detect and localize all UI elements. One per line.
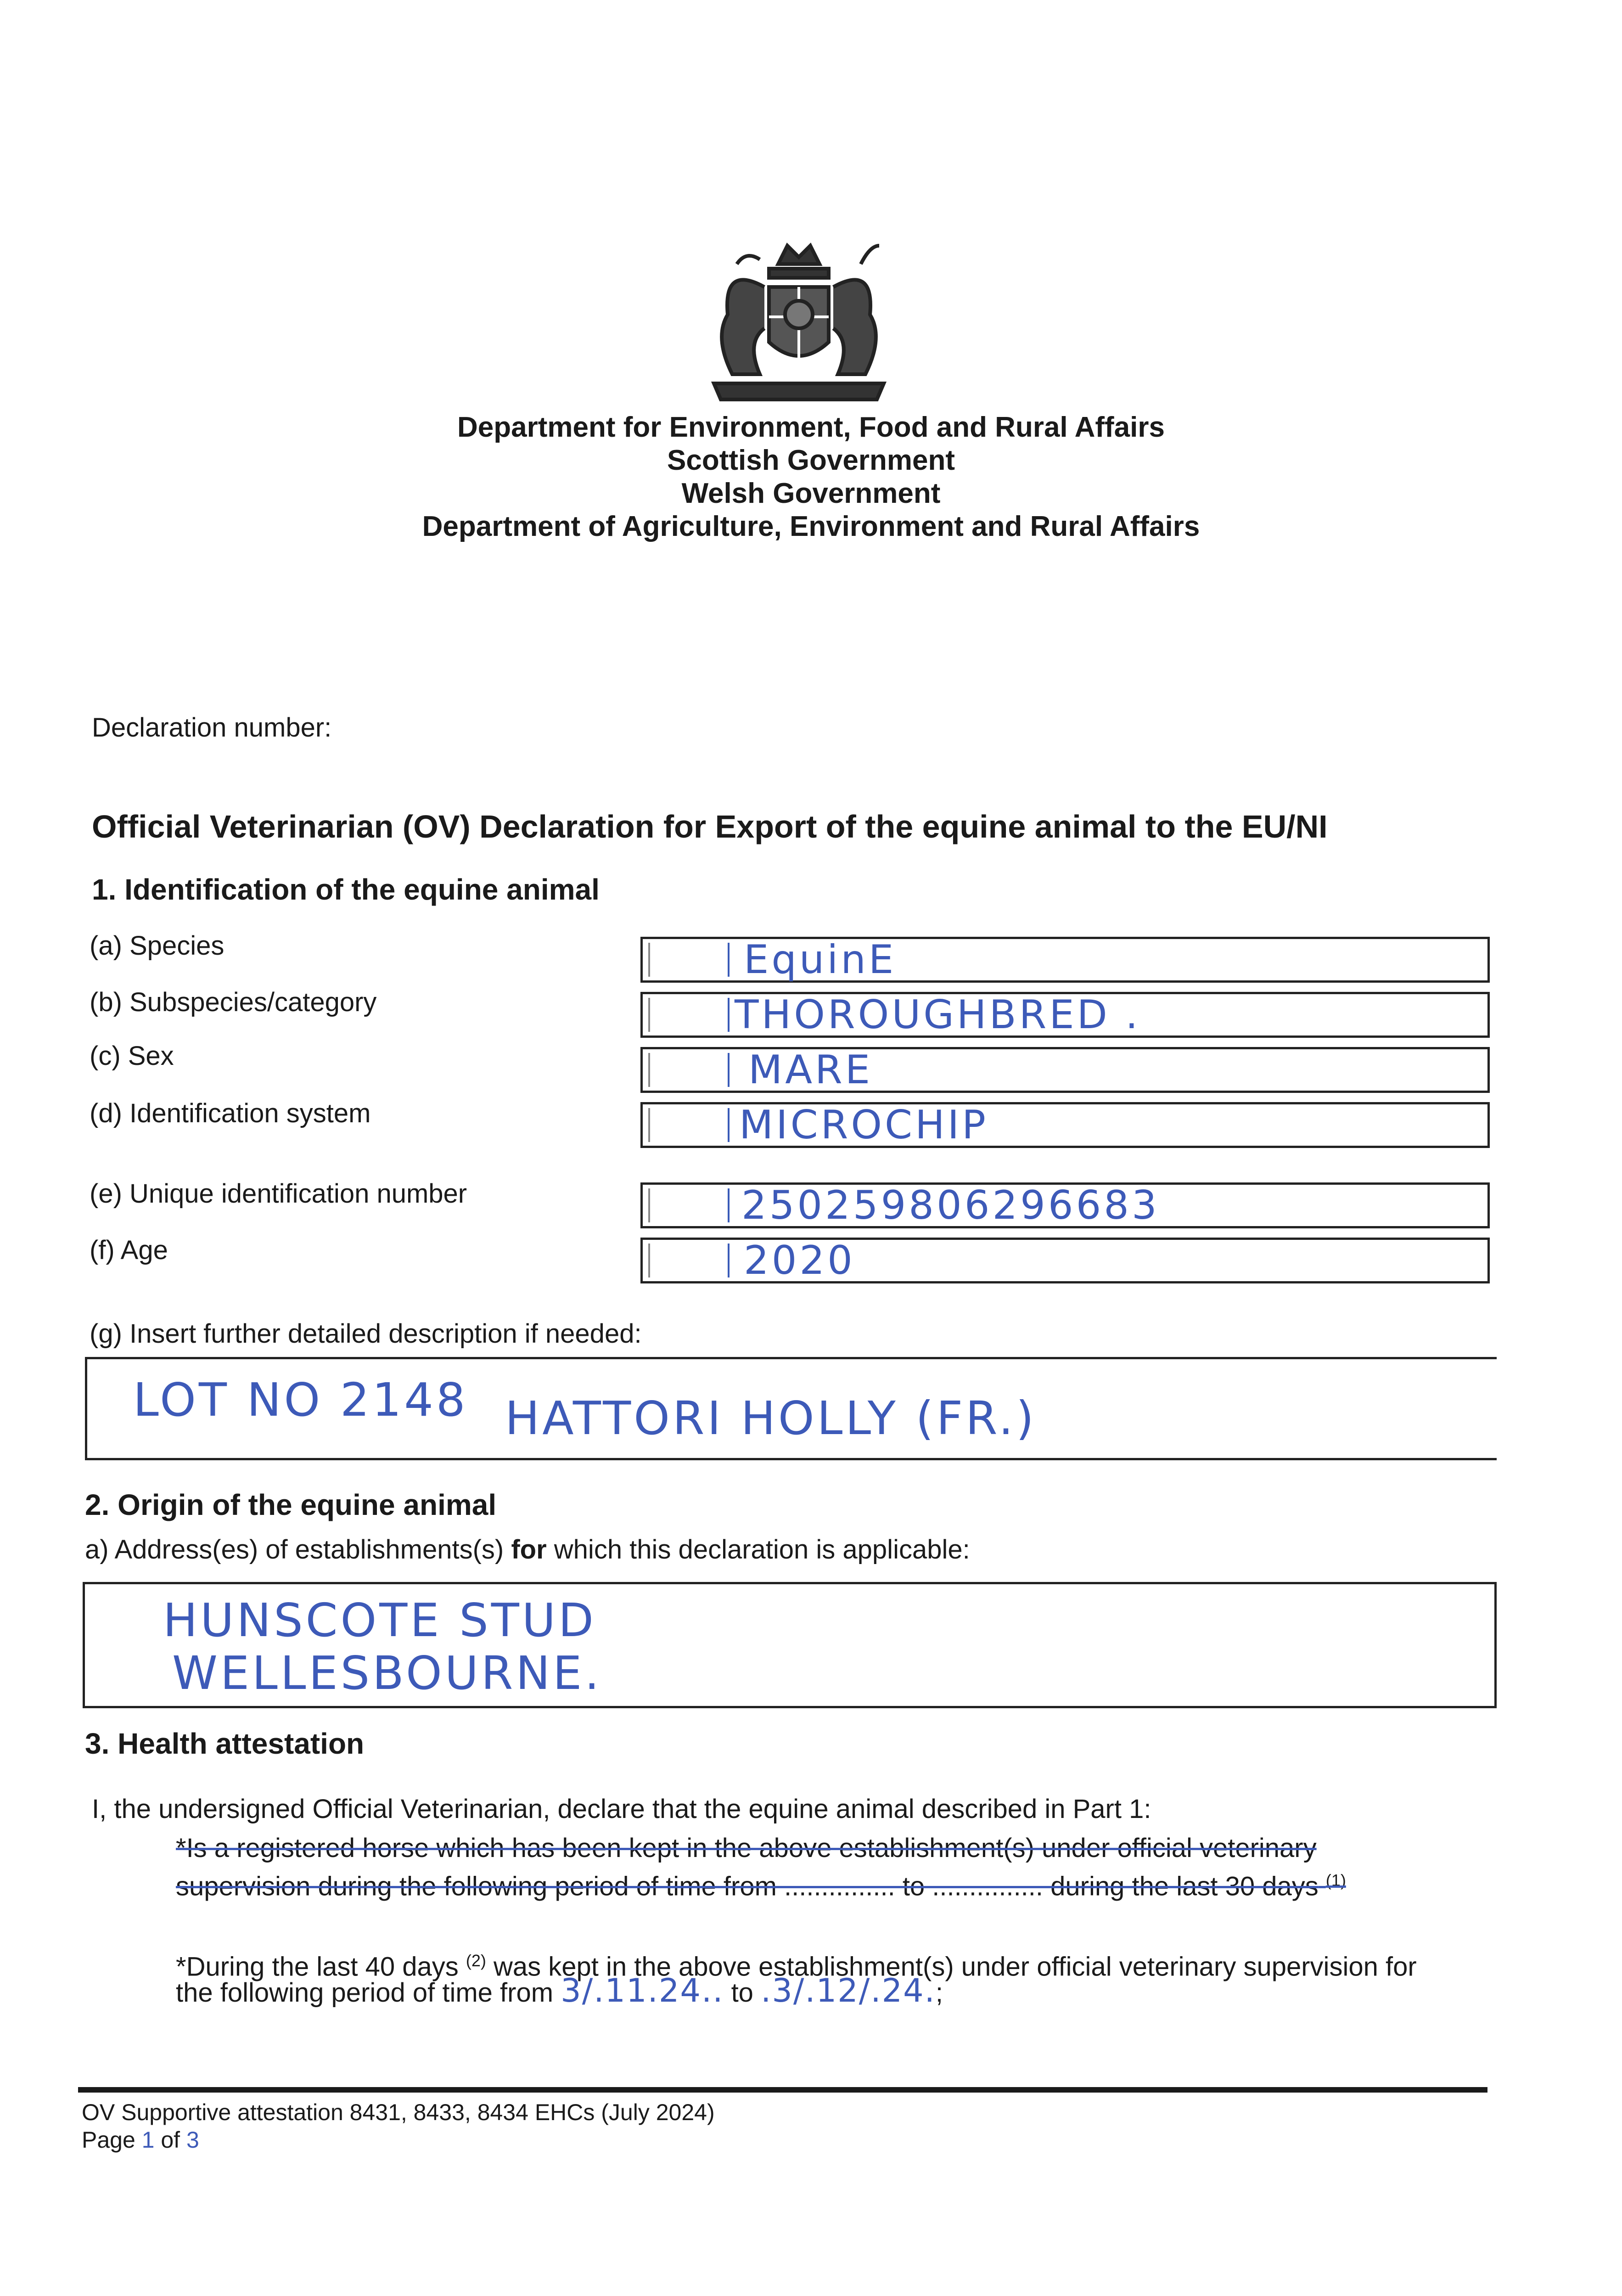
address-line-1: HUNSCOTE STUD	[163, 1593, 597, 1647]
subspecies-label: (b) Subspecies/category	[90, 987, 377, 1017]
further-description-field[interactable]	[85, 1357, 1497, 1460]
period-from-value[interactable]: 3/.11.24..	[561, 1972, 724, 2009]
field-divider	[728, 1188, 730, 1222]
page-word: Page	[82, 2127, 142, 2153]
period-to-value[interactable]: .3/.12/.24.	[761, 1972, 936, 2009]
section-2-heading: 2. Origin of the equine animal	[85, 1488, 497, 1521]
option-2-to-word: to	[724, 1978, 761, 2008]
option-1-line-2	[176, 1864, 1346, 1902]
attestation-intro: I, the undersigned Official Veterinarian, declare that the equine animal described in Part 1:	[92, 1794, 1151, 1824]
sex-field[interactable]	[640, 1047, 1490, 1093]
species-label: (a) Species	[90, 931, 224, 961]
document-title: Official Veterinarian (OV) Declaration for Export of the equine animal to the EU/NI	[92, 809, 1328, 844]
age-label: (f) Age	[90, 1235, 168, 1265]
option-2-end: ;	[935, 1978, 943, 2008]
agency-daera: Department of Agriculture, Environment and Rural Affairs	[422, 511, 1200, 542]
field-divider	[728, 1108, 730, 1142]
section-1-heading: 1. Identification of the equine animal	[92, 873, 600, 906]
age-value: 2020	[744, 1238, 855, 1283]
field-divider	[648, 1108, 650, 1142]
species-field[interactable]	[640, 937, 1490, 983]
agency-defra: Department for Environment, Food and Rural Affairs	[457, 411, 1165, 443]
footer-attestation-ref: OV Supportive attestation 8431, 8433, 8434 EHCs (July 2024)	[82, 2099, 715, 2125]
option-2-line-2	[176, 1972, 943, 2009]
identification-system-value: MICROCHIP	[739, 1102, 988, 1148]
further-description-value-lot: LOT NO 2148	[133, 1373, 468, 1427]
field-divider	[728, 998, 730, 1032]
address-label-text: a) Address(es) of establishments(s)	[85, 1535, 511, 1564]
address-label-text-end: which this declaration is applicable:	[546, 1535, 970, 1564]
option-1-text: supervision during the following period of time from ............... to ............... during the last 30 days	[176, 1871, 1319, 1902]
page-current: 1	[141, 2127, 155, 2153]
subspecies-field[interactable]	[640, 992, 1490, 1038]
option-1-line-1: *Is a registered horse which has been kept in the above establishment(s) under official veterinary	[176, 1833, 1317, 1863]
species-value: EquinE	[744, 937, 897, 983]
footer-page-number	[82, 2126, 199, 2154]
unique-id-field[interactable]	[640, 1182, 1490, 1228]
address-label	[85, 1534, 970, 1566]
field-divider	[648, 1244, 650, 1277]
address-field[interactable]	[83, 1582, 1497, 1708]
identification-system-label: (d) Identification system	[90, 1098, 371, 1128]
field-divider	[648, 943, 650, 977]
identification-system-field[interactable]	[640, 1102, 1490, 1148]
further-description-value-name: HATTORI HOLLY (FR.)	[505, 1391, 1037, 1445]
royal-coat-of-arms-logo	[696, 236, 902, 406]
field-divider	[728, 1244, 730, 1277]
address-line-2: WELLESBOURNE.	[172, 1646, 602, 1700]
field-divider	[648, 1053, 650, 1087]
option-2-text: *During the last 40 days	[176, 1952, 466, 1982]
option-2-footnote: (2)	[466, 1951, 486, 1970]
address-label-bold: for	[511, 1535, 547, 1564]
section-3-heading: 3. Health attestation	[85, 1727, 365, 1760]
field-divider	[728, 943, 730, 977]
field-divider	[728, 1053, 730, 1087]
sex-value: MARE	[748, 1047, 873, 1093]
option-1-footnote: (1)	[1325, 1871, 1346, 1890]
field-divider	[648, 1188, 650, 1222]
declaration-number-label: Declaration number:	[92, 713, 332, 743]
agency-scottish-government: Scottish Government	[667, 445, 955, 476]
age-field[interactable]	[640, 1238, 1490, 1283]
unique-id-label: (e) Unique identification number	[90, 1179, 467, 1209]
option-2-text-end: was kept in the above establishment(s) under official veterinary supervision for	[486, 1952, 1417, 1982]
option-2-period-text: the following period of time from	[176, 1978, 561, 2008]
page-of: of	[154, 2127, 186, 2153]
unique-id-value: 250259806296683	[741, 1182, 1160, 1228]
field-divider	[648, 998, 650, 1032]
page-total: 3	[186, 2127, 199, 2153]
agency-welsh-government: Welsh Government	[681, 478, 941, 509]
further-description-label: (g) Insert further detailed description if needed:	[90, 1319, 642, 1349]
footer-divider	[78, 2087, 1487, 2093]
subspecies-value: THOROUGHBRED .	[735, 992, 1141, 1038]
sex-label: (c) Sex	[90, 1041, 174, 1071]
